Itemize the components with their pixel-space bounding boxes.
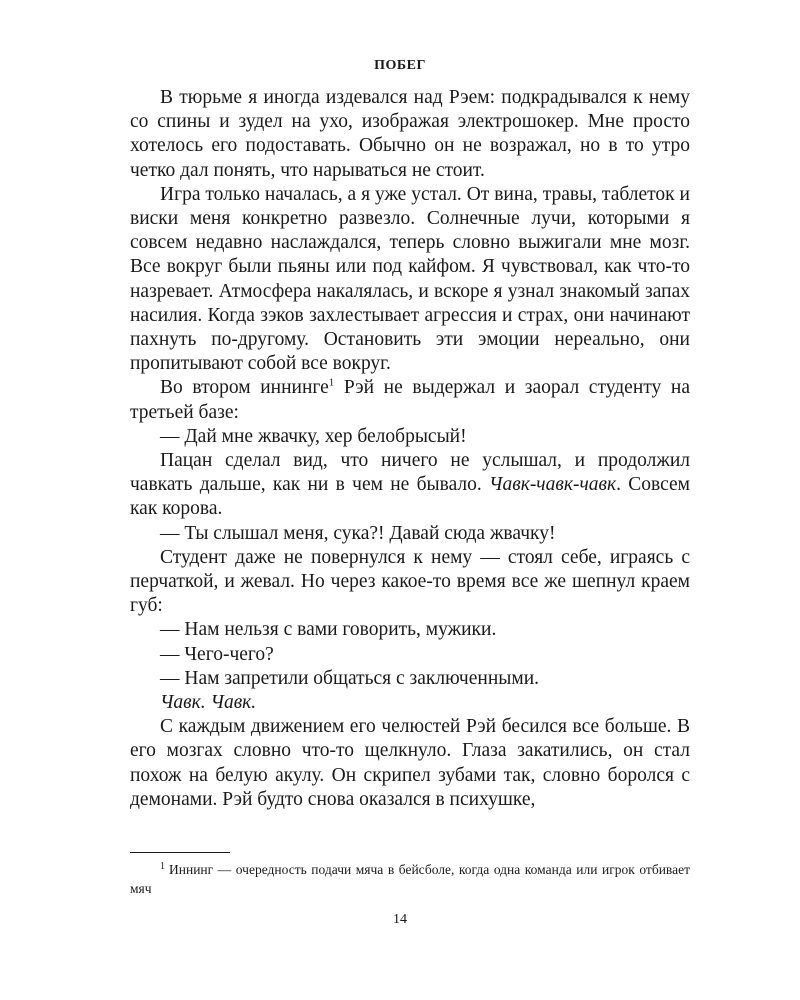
main-text <box>130 86 690 812</box>
footnote-reference[interactable]: 1 <box>328 376 335 389</box>
paragraph-5-end: . Совсем как корова. <box>130 474 690 520</box>
paragraph-7: Студент даже не повернулся к нему — стоял себе, играясь с перчаткой, и жевал. Но через какое-то время все же шепнул краем губ: <box>130 546 690 617</box>
paragraph-12: С каждым движением его челюстей Рэй бесился все больше. В его мозгах словно что-то щелкнуло. Глаза закатились, он стал похож на белую акулу. Он скрипел зубами так, словно боролся с демонами. Рэй будто снова оказался в психушке, <box>130 716 690 810</box>
footnote <box>130 860 690 898</box>
paragraph-3-end: Рэй не выдержал и заорал студенту на третьей базе: <box>130 377 690 423</box>
dialogue-line-5: — Нам запретили общаться с заключенными. <box>160 667 540 689</box>
chewing-sound: Чавк-чавк-чавк <box>489 474 617 496</box>
footnote-number: 1 <box>160 860 165 872</box>
running-title: ПОБЕГ <box>374 58 426 73</box>
dialogue-line-1: — Дай мне жвачку, хер белобрысый! <box>160 425 467 447</box>
paragraph-5-start: Пацан сделал вид, что ничего не услышал, и продолжил чавкать дальше, как ни в чем не бывало. <box>130 450 690 496</box>
footnote-separator <box>130 852 230 853</box>
paragraph-3 <box>130 376 690 424</box>
footnote-text: Иннинг — очередность подачи мяча в бейсболе, когда одна команда или игрок отбивает мяч <box>130 862 690 896</box>
paragraph-1: В тюрьме я иногда издевался над Рэем: подкрадывался к нему со спины и зудел на ухо, изображая электрошокер. Мне просто хотелось его подоставать. Обычно он не возражал, но в то утро четко дал понять, что нарываться не стоит. <box>130 87 690 181</box>
paragraph-5 <box>130 449 690 522</box>
dialogue-line-4: — Чего-чего? <box>160 643 274 665</box>
chewing-sound-2: Чавк. Чавк. <box>160 692 257 714</box>
dialogue-line-2: — Ты слышал меня, сука?! Давай сюда жвачку! <box>160 522 556 544</box>
paragraph-3-start: Во втором иннинге <box>160 377 329 399</box>
dialogue-line-3: — Нам нельзя с вами говорить, мужики. <box>160 619 497 641</box>
paragraph-2: Игра только началась, а я уже устал. От вина, травы, таблеток и виски меня конкретно развезло. Солнечные лучи, которыми я совсем недавно наслаждался, теперь словно выжигали мне мозг. Все вокруг были пьяны или под кайфом. Я чувствовал, как что-то назревает. Атмосфера накалялась, и вскоре я узнал знакомый запах насилия. Когда зэков захлестывает агрессия и страх, они начинают пахнуть по-другому. Остановить эти эмоции нереально, они пропитывают собой все вокруг. <box>130 183 690 375</box>
paragraph-11 <box>130 691 690 715</box>
page-number: 14 <box>393 912 407 927</box>
